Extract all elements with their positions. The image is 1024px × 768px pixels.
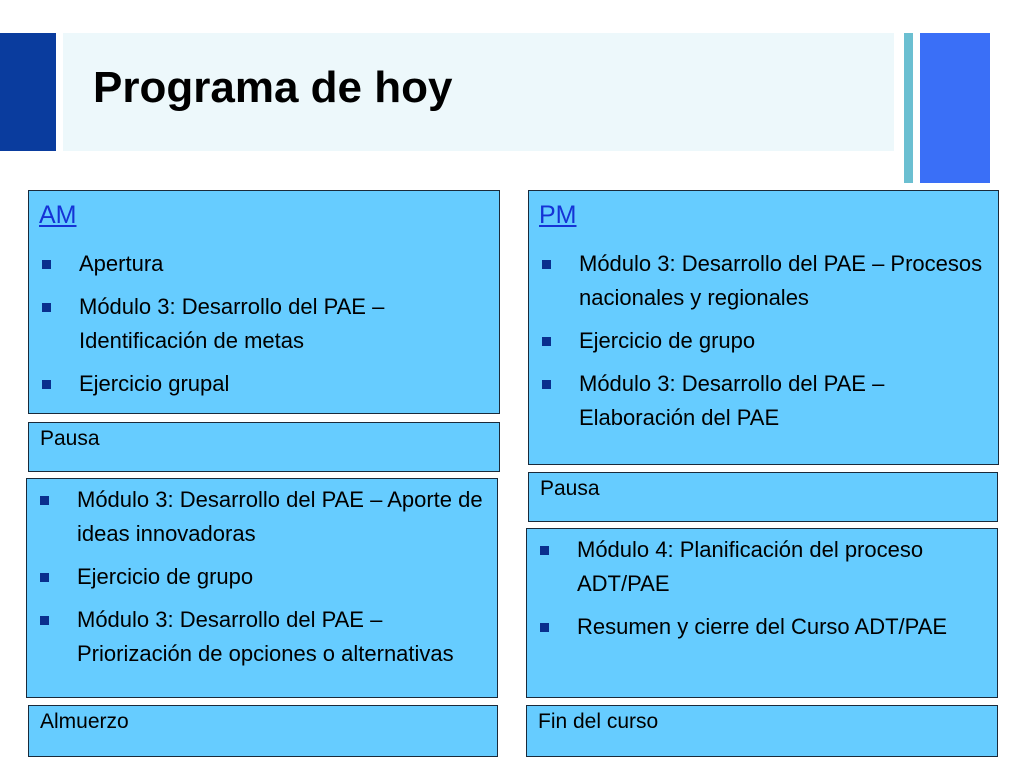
list-item bbox=[29, 367, 499, 401]
square-bullet-icon bbox=[542, 380, 551, 389]
list-item bbox=[527, 533, 997, 601]
list-item-text: Apertura bbox=[79, 251, 164, 276]
am-break-box bbox=[28, 422, 500, 472]
pm-session-box bbox=[528, 190, 999, 465]
list-item-text: Módulo 3: Desarrollo del PAE – Elaboración del PAE bbox=[579, 371, 885, 430]
pm-heading-link[interactable]: PM bbox=[539, 201, 577, 229]
pm-break-label: Pausa bbox=[540, 477, 600, 500]
list-item bbox=[29, 247, 499, 281]
list-item-text: Ejercicio de grupo bbox=[579, 328, 756, 353]
list-item-text: Ejercicio grupal bbox=[79, 371, 230, 396]
square-bullet-icon bbox=[40, 496, 49, 505]
left-accent-bar bbox=[0, 33, 56, 151]
am-second-block bbox=[26, 478, 498, 698]
square-bullet-icon bbox=[542, 260, 551, 269]
list-item-text: Módulo 4: Planificación del proceso ADT/PAE bbox=[577, 537, 924, 596]
course-end-label: Fin del curso bbox=[538, 710, 659, 733]
pm-second-block bbox=[526, 528, 998, 698]
list-item-text: Módulo 3: Desarrollo del PAE – Aporte de ideas innovadoras bbox=[77, 487, 483, 546]
list-item bbox=[529, 324, 998, 358]
pm-break-box bbox=[528, 472, 998, 522]
list-item-text: Resumen y cierre del Curso ADT/PAE bbox=[577, 614, 948, 639]
right-accent-bar bbox=[920, 33, 990, 183]
square-bullet-icon bbox=[42, 380, 51, 389]
list-item bbox=[529, 247, 998, 315]
lunch-box bbox=[28, 705, 498, 757]
list-item bbox=[27, 603, 497, 671]
square-bullet-icon bbox=[42, 303, 51, 312]
list-item-text: Módulo 3: Desarrollo del PAE – Identificación de metas bbox=[79, 294, 385, 353]
square-bullet-icon bbox=[540, 546, 549, 555]
lunch-label: Almuerzo bbox=[40, 710, 129, 733]
list-item-text: Módulo 3: Desarrollo del PAE – Priorización de opciones o alternativas bbox=[77, 607, 454, 666]
list-item bbox=[29, 290, 499, 358]
am-break-label: Pausa bbox=[40, 427, 100, 450]
square-bullet-icon bbox=[42, 260, 51, 269]
list-item bbox=[529, 367, 998, 435]
square-bullet-icon bbox=[542, 337, 551, 346]
square-bullet-icon bbox=[540, 623, 549, 632]
am-session-box bbox=[28, 190, 500, 414]
list-item-text: Ejercicio de grupo bbox=[77, 564, 254, 589]
list-item bbox=[527, 610, 997, 644]
right-thin-accent-bar bbox=[904, 33, 913, 183]
list-item bbox=[27, 483, 497, 551]
square-bullet-icon bbox=[40, 573, 49, 582]
course-end-box bbox=[526, 705, 998, 757]
square-bullet-icon bbox=[40, 616, 49, 625]
list-item-text: Módulo 3: Desarrollo del PAE – Procesos nacionales y regionales bbox=[579, 251, 983, 310]
am-heading-link[interactable]: AM bbox=[39, 201, 77, 229]
list-item bbox=[27, 560, 497, 594]
page-title: Programa de hoy bbox=[93, 63, 453, 112]
